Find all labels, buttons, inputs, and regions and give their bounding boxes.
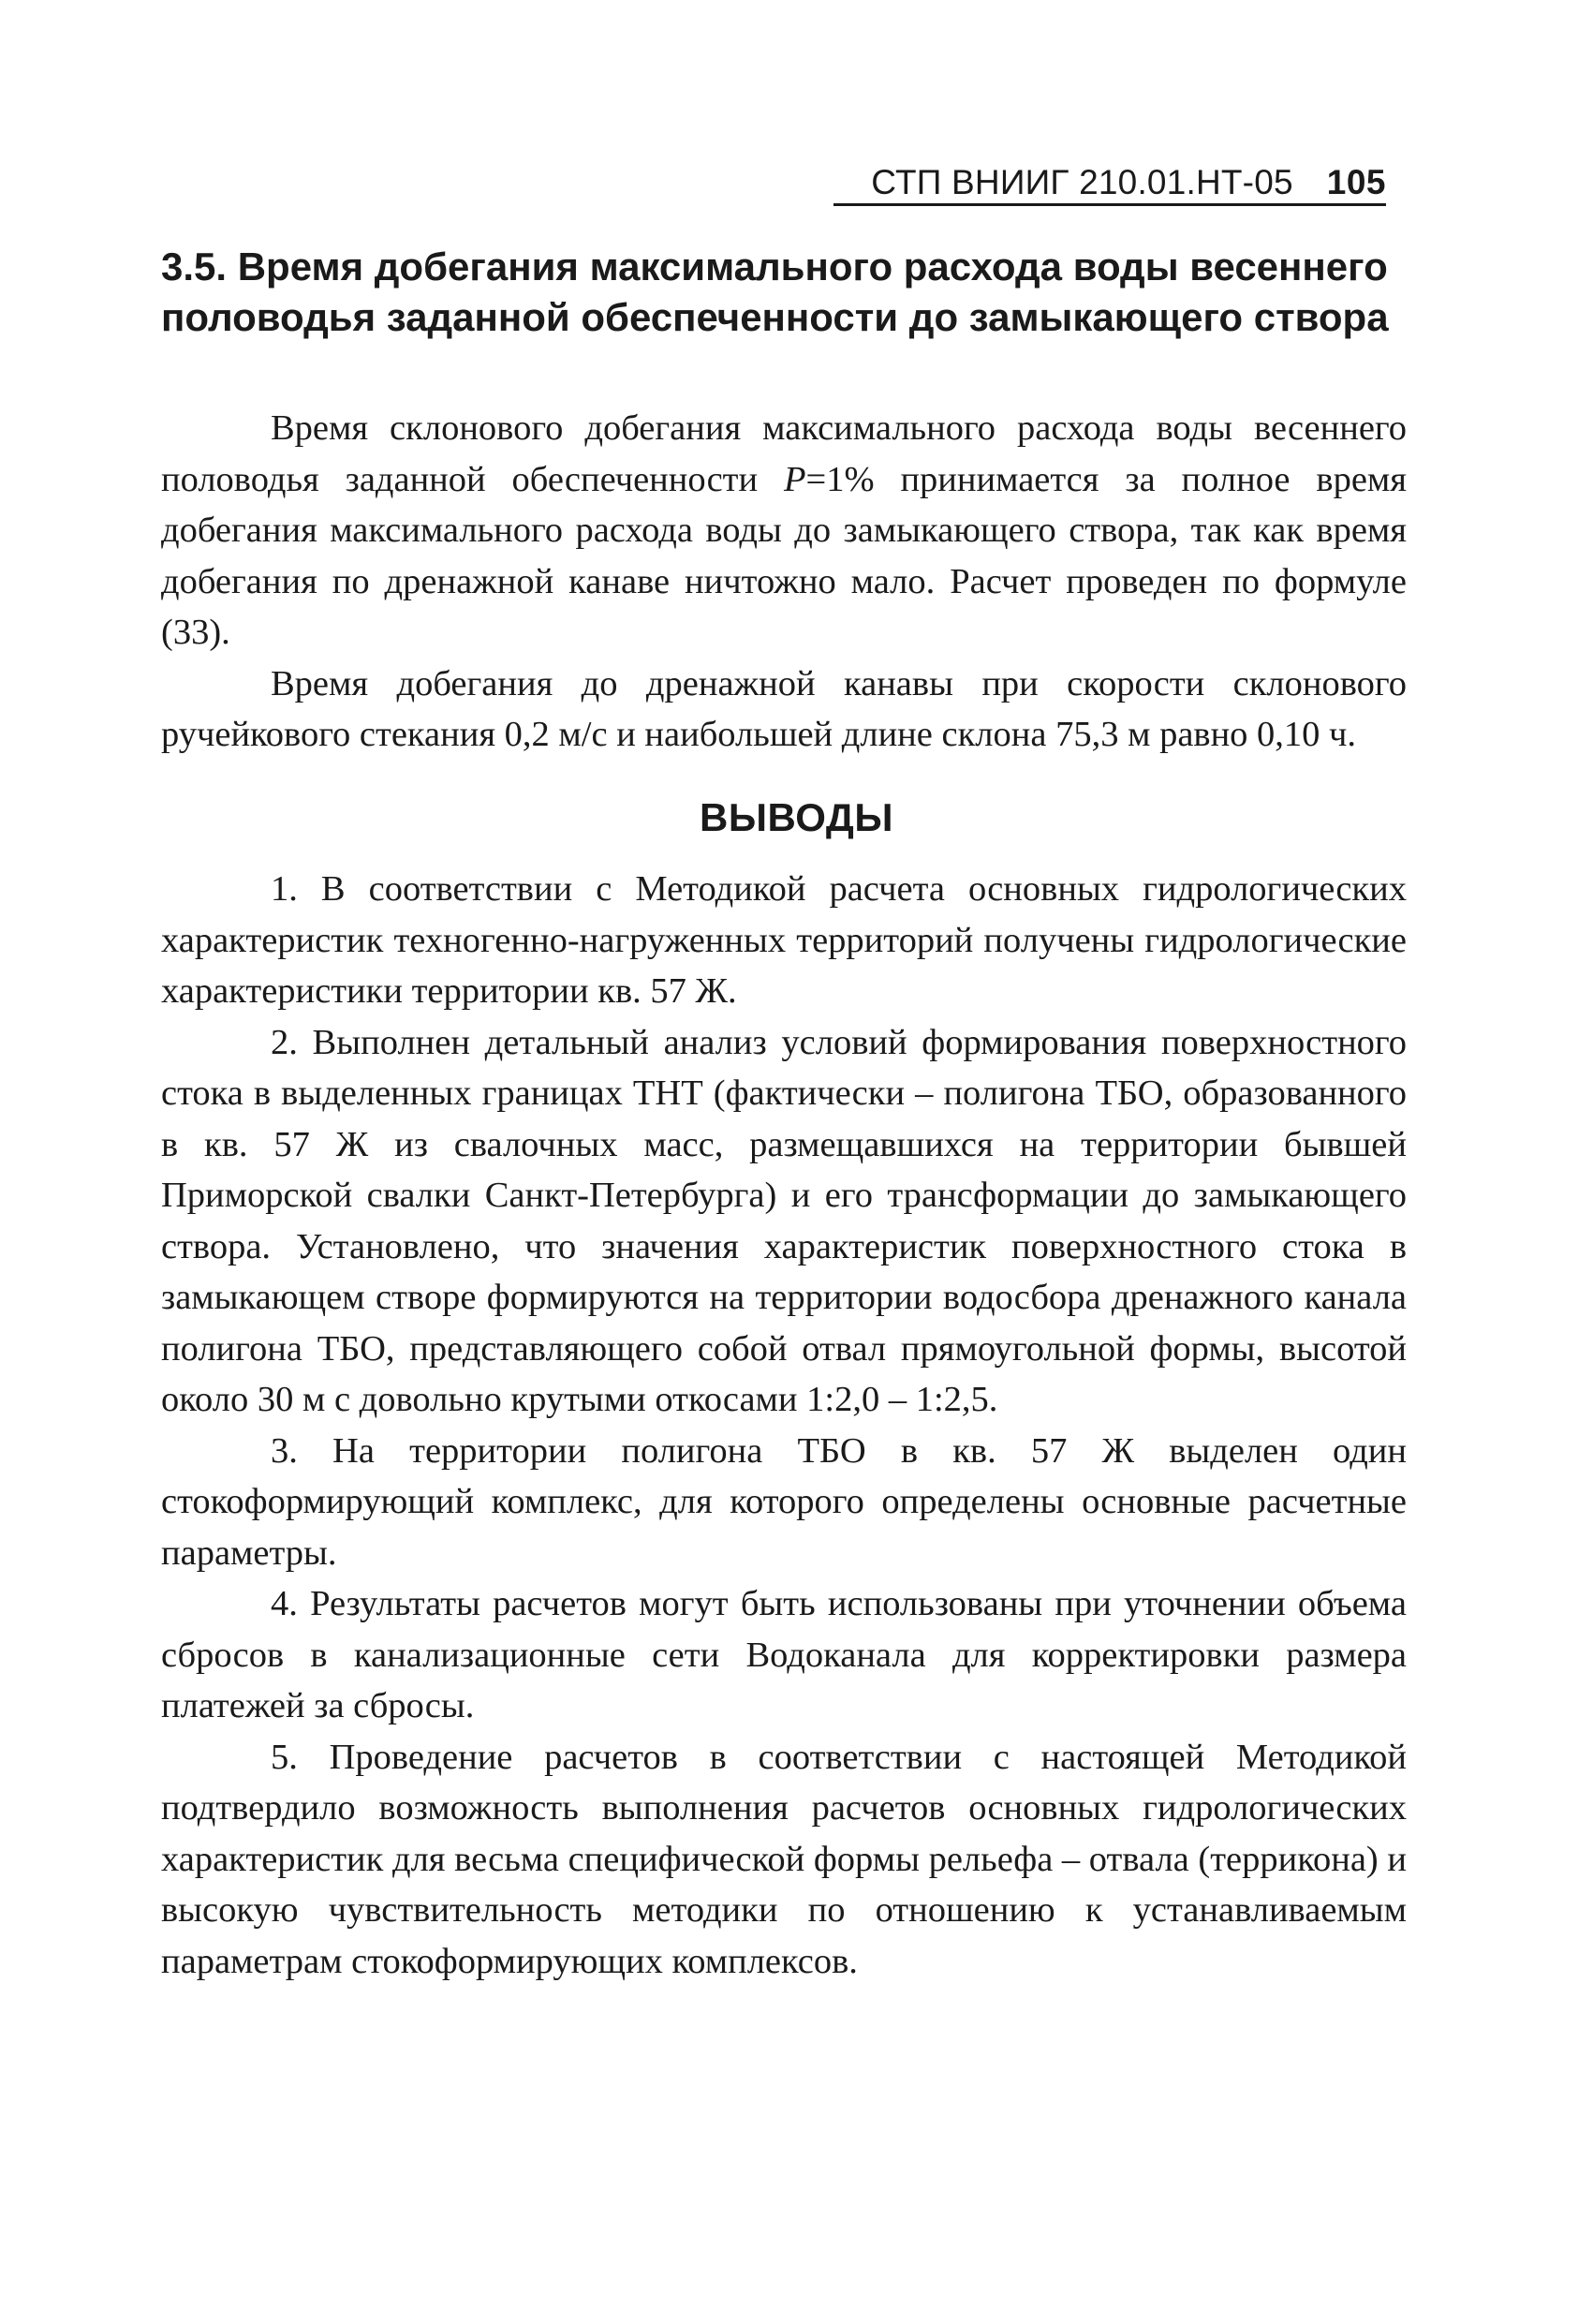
conclusion-item: 1. В соответствии с Методикой расчета основных гидрологических характеристик техногенно-нагруженных территорий получены гидрологические характеристики территории кв. 57 Ж. — [161, 869, 1407, 1011]
section-heading-line-1: 3.5. Время добегания максимального расхода воды весеннего — [161, 244, 1388, 289]
probability-variable: P — [784, 459, 806, 499]
paragraph-1-text-end: =1% принимается за полное время добегания максимального расхода воды до замыкающего створа, так как время добегания по дренажной канаве ничтожно мало. Расчет проведен по формуле (33). — [161, 459, 1407, 652]
conclusion-item: 4. Результаты расчетов могут быть использованы при уточнении объема сбросов в канализационные сети Водоканала для корректировки размера платежей за сбросы. — [161, 1584, 1407, 1725]
document-code: СТП ВНИИГ 210.01.НТ-05 — [871, 163, 1293, 201]
conclusions-list — [161, 864, 1407, 1987]
running-header — [833, 161, 1386, 206]
paragraph-1-text-start: Время склонового добегания максимального расхода воды весеннего половодья заданной обеспеченности — [161, 408, 1407, 499]
conclusion-item: 5. Проведение расчетов в соответствии с настоящей Методикой подтвердило возможность выполнения расчетов основных гидрологических характеристик для весьма специфической формы рельефа – отвала (терриконa) и высокую чувствительность методики по отношению к устанавливаемым параметрам стокоформирующих комплексов. — [161, 1737, 1407, 1981]
section-body — [161, 403, 1407, 761]
conclusions-heading: ВЫВОДЫ — [700, 795, 893, 839]
page-number: 105 — [1326, 163, 1386, 201]
conclusion-item: 2. Выполнен детальный анализ условий формирования поверхностного стока в выделенных границах ТНТ (фактически – полигона ТБО, образованного в кв. 57 Ж из свалочных масс, размещавшихся на территории бывшей Приморской свалки Санкт-Петербурга) и его трансформации до замыкающего створа. Установлено, что значения характеристик поверхностного стока в замыкающем створе формируются на территории водосбора дренажного канала полигона ТБО, представляющего собой отвал прямоугольной формы, высотой около 30 м с довольно крутыми откосами 1:2,0 – 1:2,5. — [161, 1022, 1407, 1419]
section-heading-line-2: половодья заданной обеспеченности до замыкающего створа — [161, 295, 1389, 339]
section-heading — [161, 242, 1407, 343]
conclusion-item: 3. На территории полигона ТБО в кв. 57 Ж выделен один стокоформирующий комплекс, для которого определены основные расчетные параметры. — [161, 1430, 1407, 1573]
section-paragraph-2: Время добегания до дренажной канавы при скорости склонового ручейкового стекания 0,2 м/с и наибольшей длине склона 75,3 м равно 0,10 ч. — [161, 663, 1407, 754]
section-paragraph-1 — [161, 403, 1407, 659]
